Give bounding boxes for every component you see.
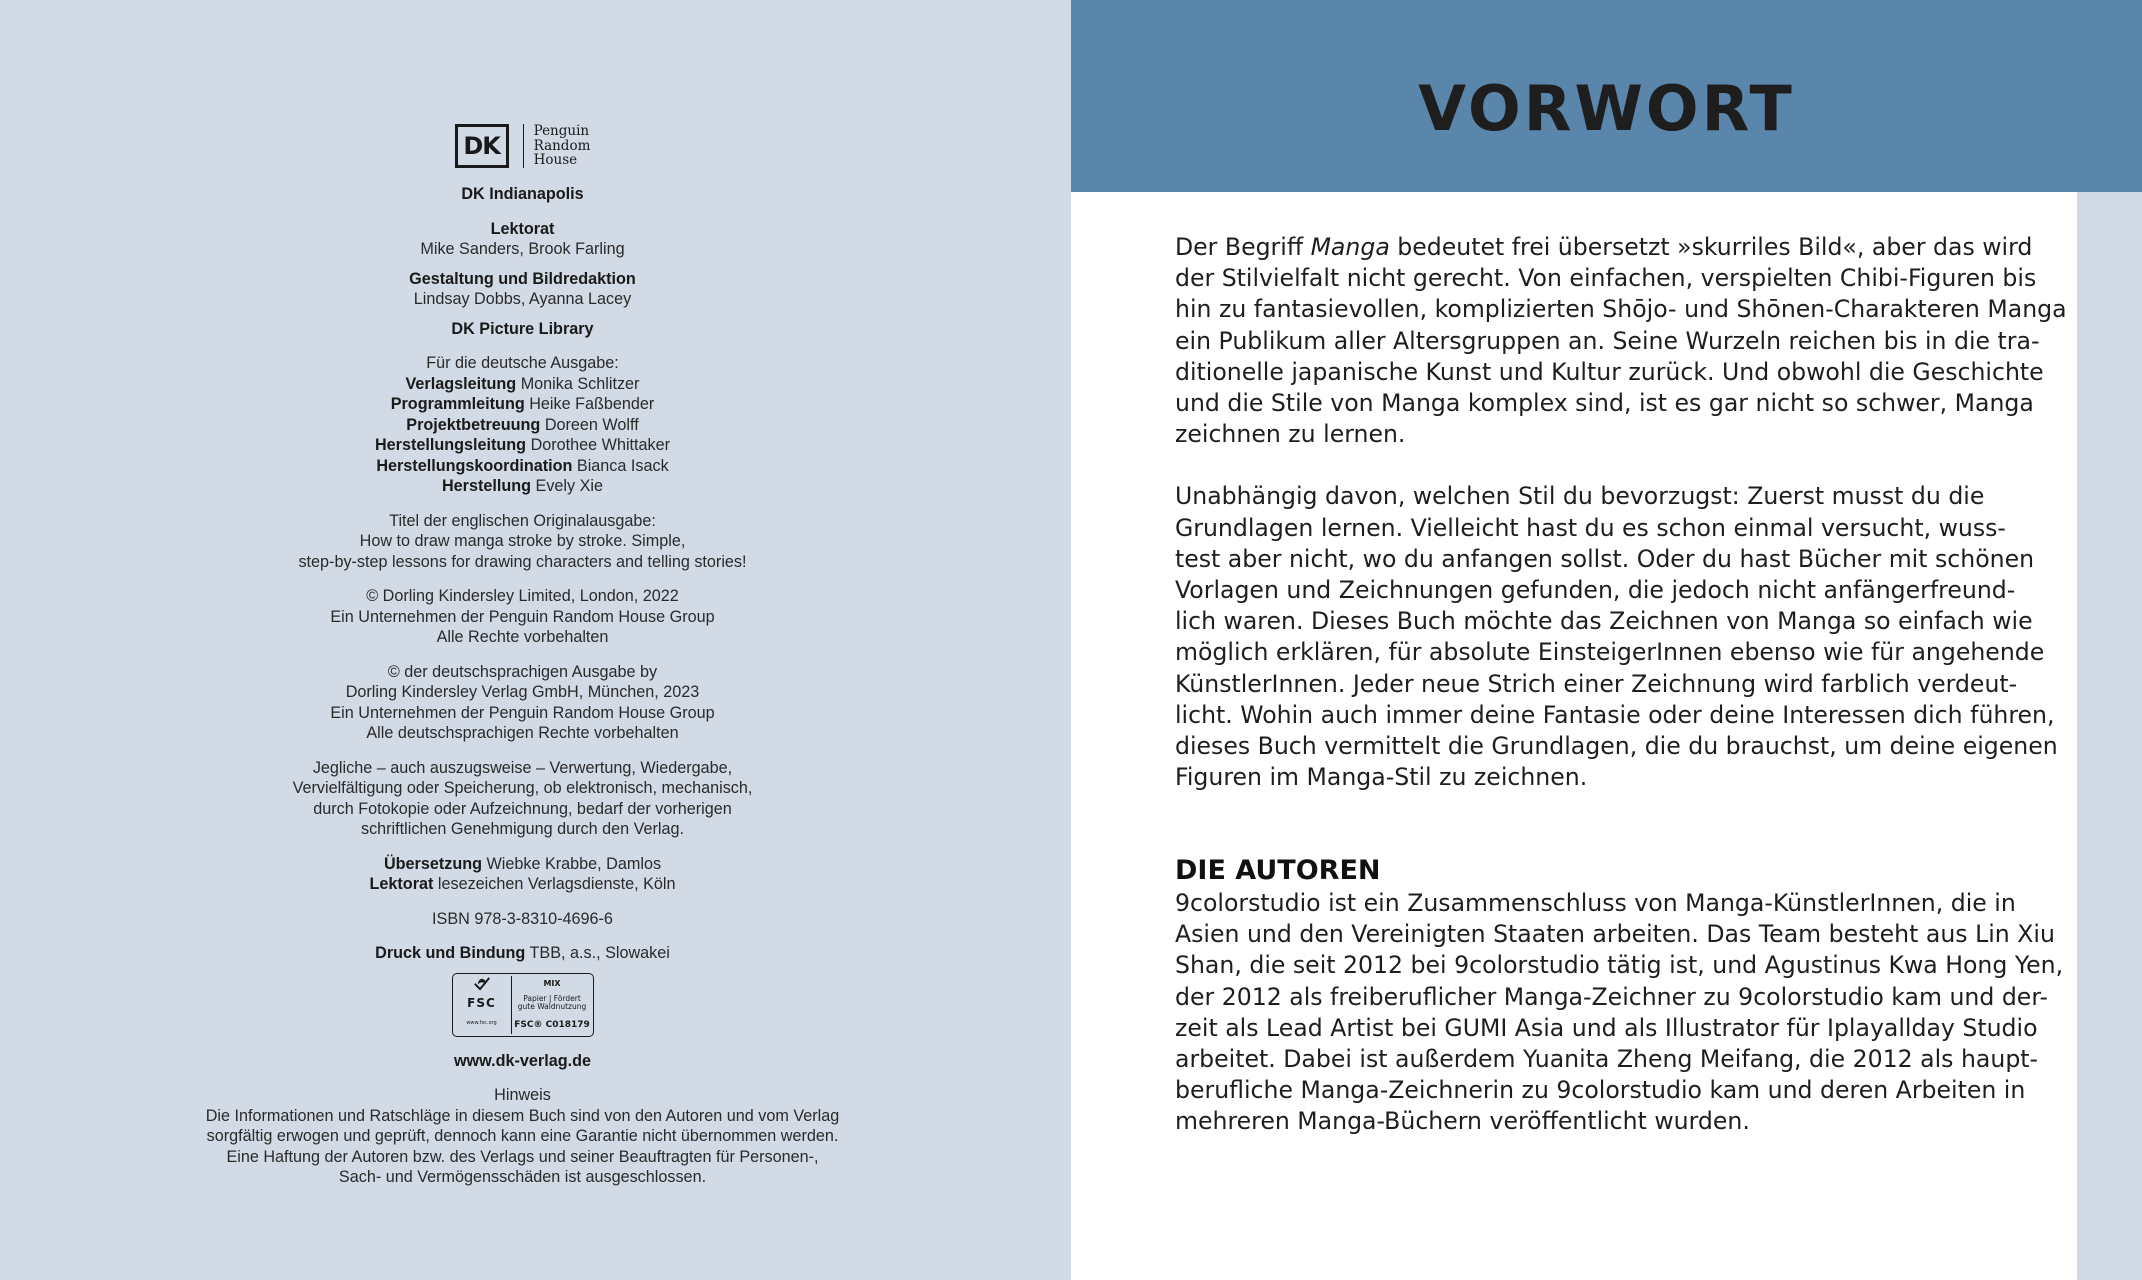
logo-divider xyxy=(523,124,524,168)
translation-credits: Übersetzung Wiebke Krabbe, Damlos Lektorat lesezeichen Verlagsdienste, Köln xyxy=(369,854,676,893)
publisher-name: DK Indianapolis xyxy=(461,185,584,203)
credit-line: Herstellungskoordination Bianca Isack xyxy=(376,456,669,475)
side-strip xyxy=(2077,192,2142,1280)
page-title: VORWORT xyxy=(1418,72,1795,145)
fsc-label xyxy=(452,973,594,1037)
credit-line: Programmleitung Heike Faßbender xyxy=(390,395,655,413)
header-band xyxy=(1071,0,2142,192)
fsc-info: MIX Papier | Fördert gute Waldnutzung FSC® C018179 xyxy=(514,979,590,1030)
original-title: Titel der englischen Originalausgabe: How to draw manga stroke by stroke. Simple, step-by-step lessons for drawing characters and telling stories! xyxy=(298,511,747,571)
fsc-tree-icon: FSC www.fsc.org xyxy=(453,976,512,1034)
disclaimer: Hinweis Die Informationen und Ratschläge in diesem Buch sind von den Autoren und vom Verlag sorgfältig erwogen und geprüft, dennoch kann eine Garantie nicht übernommen werden. Eine Haftung der Autoren bzw. des Verlags und seiner Beauftragten für Personen-, Sach- und Vermögensschäden ist ausgeschlossen. xyxy=(205,1086,840,1186)
print-credit: Druck und Bindung TBB, a.s., Slowakei xyxy=(375,944,670,962)
foreword-text xyxy=(1175,232,2067,793)
gestaltung-credit: Gestaltung und Bildredaktion Lindsay Dobbs, Ayanna Lacey xyxy=(409,269,636,308)
copyright-original: © Dorling Kindersley Limited, London, 2022 Ein Unternehmen der Penguin Random House Group Alle Rechte vorbehalten xyxy=(330,587,715,646)
authors-paragraph: 9colorstudio ist ein Zusammenschluss von Manga-KünstlerInnen, die in Asien und den Vereinigten Staaten arbeiten. Das Team besteht aus Lin Xiu Shan, die seit 2012 bei 9colorstudio tätig ist, und Agustinus Kwa Hong Yen, der 2012 als freiberuflicher Manga-Zeichner zu 9colorstudio kam und der- zeit als Lead Artist bei GUMI Asia und als Illustrator für Iplayallday Studio arbeitet. Dabei ist außerdem Yuanita Zheng Meifang, die 2012 als haupt- berufliche Manga-Zeichnerin zu 9colorstudio kam und deren Arbeiten in mehreren Manga-Büchern veröffentlicht wurden. xyxy=(1175,889,2064,1136)
tree-check-icon xyxy=(467,976,497,993)
website-link[interactable]: www.dk-verlag.de xyxy=(453,1051,592,1070)
copyright-german: © der deutschsprachigen Ausgabe by Dorling Kindersley Verlag GmbH, München, 2023 Ein Unternehmen der Penguin Random House Group Alle deutschsprachigen Rechte vorbehalten xyxy=(330,662,715,742)
lektorat-credit: Lektorat Mike Sanders, Brook Farling xyxy=(420,219,625,258)
foreword-page xyxy=(1071,0,2142,1280)
credit-line: Herstellung Evely Xie xyxy=(441,477,604,495)
imprint-block xyxy=(150,124,895,1197)
credit-line: Herstellungsleitung Dorothee Whittaker xyxy=(374,436,671,454)
isbn: ISBN 978-3-8310-4696-6 xyxy=(432,909,613,928)
credit-line: Verlagsleitung Monika Schlitzer xyxy=(405,374,640,393)
foreword-paragraph-1: Der Begriff Manga bedeutet frei übersetzt »skurriles Bild«, aber das wird der Stilvielfalt nicht gerecht. Von einfachen, verspielten Chibi-Figuren bis hin zu fantasievollen, komplizierten Shōjo- und Shōnen-Charakteren Manga ein Publikum aller Altersgruppen an. Seine Wurzeln reichen bis in die tra- ditionelle japanische Kunst und Kultur zurück. Und obwohl die Geschichte und die Stile von Manga komplex sind, ist es gar nicht so schwer, Manga zeichnen zu lernen. xyxy=(1175,233,2067,449)
prh-line: Random xyxy=(533,137,591,154)
german-edition-credits: Für die deutsche Ausgabe: Verlagsleitung Monika Schlitzer Programmleitung Heike Faßbender Projektbetreuung Doreen Wolff Herstellungsleitung Dorothee Whittaker Herstellungskoordination Bianca Isack Herstellung Evely Xie xyxy=(150,353,895,497)
authors-heading: DIE AUTOREN xyxy=(1175,855,1381,886)
picture-library-credit: DK Picture Library xyxy=(451,319,594,338)
foreword-paragraph-2: Unabhängig davon, welchen Stil du bevorzugst: Zuerst musst du die Grundlagen lernen. Vielleicht hast du es schon einmal versucht, wuss- test aber nicht, wo du anfangen sollst. Oder du hast Bücher mit schönen Vorlagen und Zeichnungen gefunden, die jedoch nicht anfängerfreund- lich waren. Dieses Buch möchte das Zeichnen von Manga so einfach wie möglich erklären, für absolute EinsteigerInnen ebenso wie für angehende KünstlerInnen. Jeder neue Strich einer Zeichnung wird farblich verdeut- licht. Wohin auch immer deine Fantasie oder deine Interessen dich führen, dieses Buch vermittelt die Grundlagen, die du brauchst, um deine eigenen Figuren im Manga-Stil zu zeichnen. xyxy=(1175,482,2058,792)
publisher-logo xyxy=(150,124,895,168)
prh-line: House xyxy=(533,152,578,169)
dk-logo-icon: DK xyxy=(455,124,509,168)
prh-line: Penguin xyxy=(533,123,590,140)
penguin-random-house-logo xyxy=(534,124,591,168)
rights-notice: Jegliche – auch auszugsweise – Verwertung, Wiedergabe, Vervielfältigung oder Speicherung, ob elektronisch, mechanisch, durch Fotokopie oder Aufzeichnung, bedarf der vorherigen schriftlichen Genehmigung durch den Verlag. xyxy=(292,758,753,838)
credit-line: Projektbetreuung Doreen Wolff xyxy=(406,415,639,434)
